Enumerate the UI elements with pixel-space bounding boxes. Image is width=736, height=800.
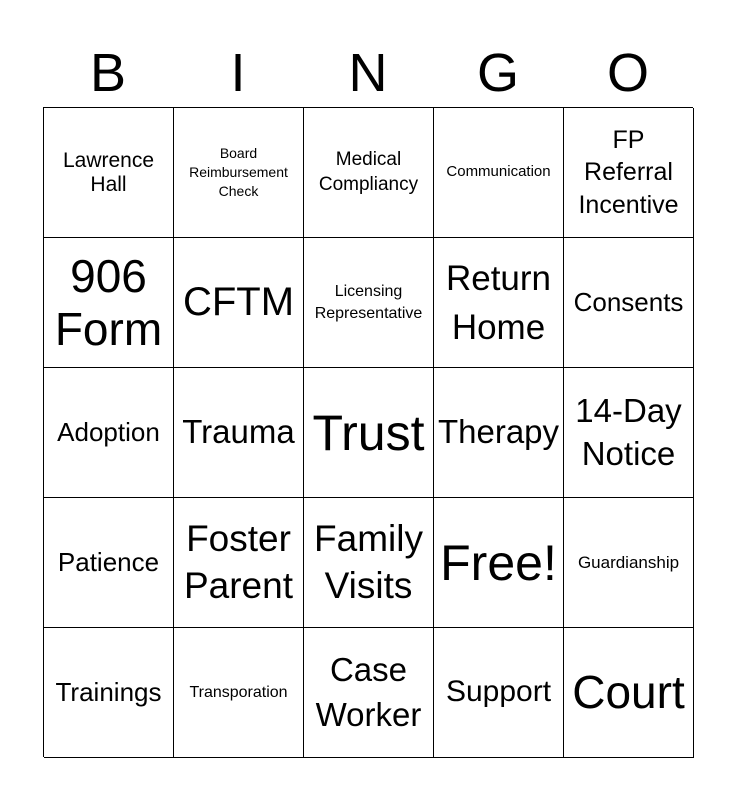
- bingo-cell-n1[interactable]: Medical Compliancy: [304, 108, 434, 238]
- bingo-cell-g5[interactable]: Support: [434, 628, 564, 758]
- bingo-card: [43, 107, 693, 757]
- bingo-cell-i5[interactable]: Transporation: [174, 628, 304, 758]
- bingo-cell-n4[interactable]: Family Visits: [304, 498, 434, 628]
- bingo-cell-o5[interactable]: Court: [564, 628, 694, 758]
- bingo-cell-g2[interactable]: Return Home: [434, 238, 564, 368]
- header-letter-n: N: [348, 43, 388, 103]
- header-letter-g: G: [476, 43, 519, 103]
- bingo-cell-o4[interactable]: Guardianship: [564, 498, 694, 628]
- bingo-cell-o2[interactable]: Consents: [564, 238, 694, 368]
- bingo-cell-g3[interactable]: Therapy: [434, 368, 564, 498]
- header-letter-b: B: [89, 43, 127, 103]
- header-letter-o: O: [606, 43, 649, 103]
- bingo-cell-i1[interactable]: Board Reimbursement Check: [174, 108, 304, 238]
- bingo-cell-b3[interactable]: Adoption: [44, 368, 174, 498]
- bingo-cell-o3[interactable]: 14-Day Notice: [564, 368, 694, 498]
- bingo-cell-i4[interactable]: Foster Parent: [174, 498, 304, 628]
- header-letter-i: I: [230, 43, 246, 103]
- bingo-cell-b5[interactable]: Trainings: [44, 628, 174, 758]
- bingo-cell-g4[interactable]: Free!: [434, 498, 564, 628]
- bingo-cell-n3[interactable]: Trust: [304, 368, 434, 498]
- bingo-cell-b2[interactable]: 906 Form: [44, 238, 174, 368]
- bingo-cell-n5[interactable]: Case Worker: [304, 628, 434, 758]
- bingo-cell-b1[interactable]: Lawrence Hall: [44, 108, 174, 238]
- bingo-header: [43, 40, 693, 106]
- bingo-cell-o1[interactable]: FP Referral Incentive: [564, 108, 694, 238]
- bingo-cell-i2[interactable]: CFTM: [174, 238, 304, 368]
- bingo-cell-g1[interactable]: Communication: [434, 108, 564, 238]
- bingo-cell-n2[interactable]: Licensing Representative: [304, 238, 434, 368]
- bingo-cell-i3[interactable]: Trauma: [174, 368, 304, 498]
- bingo-cell-b4[interactable]: Patience: [44, 498, 174, 628]
